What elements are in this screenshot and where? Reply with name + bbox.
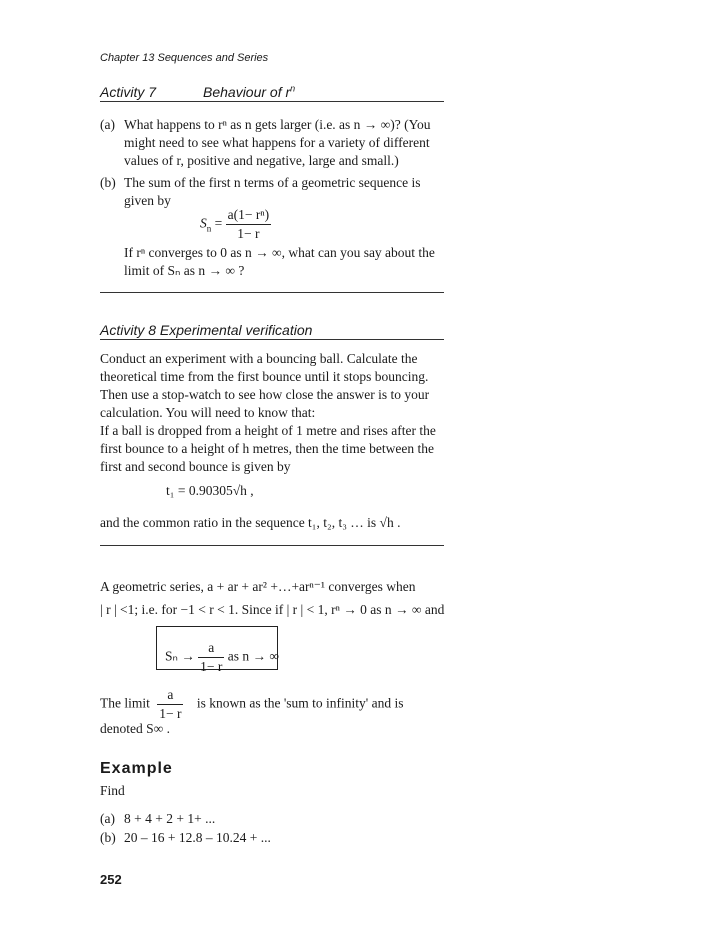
activity7-rule <box>100 101 444 102</box>
sn-formula-lhs: S <box>200 215 207 231</box>
convergence-line: | r | <1; i.e. for −1 < r < 1. Since if | r | < 1, rⁿ → 0 as n → ∞ and <box>100 602 445 617</box>
activity7-b-question: If rⁿ converges to 0 as n → ∞, what can you say about the limit of Sₙ as n → ∞ ? <box>124 245 435 278</box>
activity7-title <box>203 84 295 100</box>
limit-pre: The limit <box>100 695 150 711</box>
sum-limit-denominator: 1− r <box>200 659 223 674</box>
activity8-rule <box>100 339 444 340</box>
chapter-header: Chapter 13 Sequences and Series <box>100 52 269 64</box>
example-b-label: (b) <box>100 830 116 845</box>
activity7-a-text: What happens to rⁿ as n gets larger (i.e. as n → ∞)? (You might need to see what happens for a variety of different values of r, positive and negative, large and small.) <box>124 117 431 168</box>
activity7-label: Activity 7 <box>100 84 157 100</box>
sum-limit-box <box>156 626 279 674</box>
sn-fraction <box>226 206 271 243</box>
limit-numerator: a <box>157 686 183 705</box>
geometric-series-line: A geometric series, a + ar + ar² +…+arⁿ⁻¹ converges when <box>100 579 416 594</box>
sum-limit-fraction <box>198 639 224 676</box>
activity7-b-label: (b) <box>100 175 116 190</box>
activity8-paragraph-3: and the common ratio in the sequence t₁, t₂, t₃ … is √h . <box>100 515 401 530</box>
activity8-paragraph-1: Conduct an experiment with a bouncing ball. Calculate the theoretical time from the first bounce until it stops bouncing. Then use a stop-watch to see how close the answer is to your calculation. You will need to know that: <box>100 351 430 420</box>
limit-post: is known as the 'sum to infinity' and is <box>196 695 404 711</box>
example-heading: Example <box>100 760 173 777</box>
activity8-paragraph-2: If a ball is dropped from a height of 1 metre and rises after the first bounce to a height of h metres, then the time between the first and second bounce is given by <box>100 423 436 474</box>
sum-limit-lhs: Sₙ → <box>165 648 195 664</box>
activity7-title-text: Behaviour of r <box>203 84 291 100</box>
activity7-b-text: The sum of the first n terms of a geometric sequence is given by <box>124 175 421 208</box>
activity7-end-rule <box>100 292 444 293</box>
sn-fraction-denominator: 1− r <box>237 226 260 241</box>
sn-formula-lhs-sub: n <box>206 223 212 234</box>
activity7-title-sup: n <box>290 83 296 94</box>
limit-sentence <box>100 686 403 723</box>
sn-formula: $S_n$ = $\frac{\text{a(1− rⁿ)}}{1- r}$ <box>200 207 270 241</box>
activity8-end-rule <box>100 545 444 546</box>
activity8-title: Experimental verification <box>159 322 313 338</box>
limit-denominator: 1− r <box>159 706 182 721</box>
sum-limit-numerator: a <box>198 639 224 658</box>
example-b-text: 20 – 16 + 12.8 – 10.24 + ... <box>124 830 271 845</box>
page-number: 252 <box>100 872 122 887</box>
denoted-line: denoted S∞ . <box>100 721 170 736</box>
example-find: Find <box>100 783 125 798</box>
activity8-label: Activity 8 <box>100 322 157 338</box>
activity8-heading <box>100 322 312 338</box>
example-a-label: (a) <box>100 811 115 826</box>
t1-formula: t₁ = 0.90305√h , <box>166 483 254 498</box>
sum-limit-rhs: as n → ∞ <box>227 648 279 664</box>
limit-fraction <box>157 686 183 723</box>
sn-fraction-numerator: a(1− rⁿ) <box>226 206 271 225</box>
activity7-a-label: (a) <box>100 117 115 132</box>
example-a-text: 8 + 4 + 2 + 1+ ... <box>124 811 216 826</box>
